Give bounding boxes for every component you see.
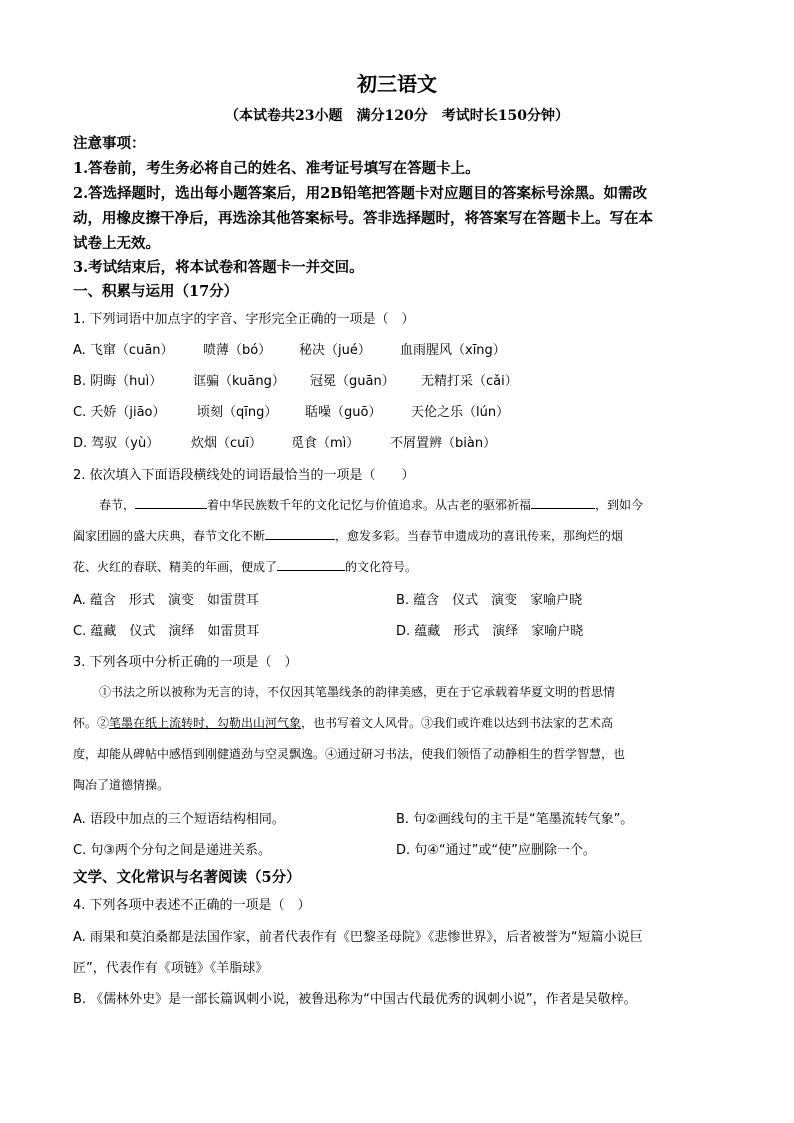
option-c-item-4: 天伦之乐（lún） [411, 405, 510, 420]
option-d-item-4: 不屑置辨（biàn） [390, 436, 497, 451]
question-4-option-a-line-2: 匠”，代表作有《项链》《羊脂球》 [73, 961, 269, 976]
passage-2-text-e: ，愈发多彩。当春节申遗成功的喜讯传来，那绚烂的烟 [335, 529, 624, 543]
option-c-item-2: 顷刻（qīng） [197, 405, 278, 420]
question-2-stem: 2. 依次填入下面语段横线处的词语最恰当的一项是（ ） [73, 468, 415, 483]
passage-3-text-2b: ，也书写着文人风骨。③我们或许难以达到书法家的艺术高 [301, 716, 614, 730]
section-1-heading: 一、积累与运用（17分） [73, 283, 239, 300]
option-b-item-2: 诓骗（kuāng） [193, 374, 285, 389]
option-d-item-2: 炊烟（cuī） [191, 436, 262, 451]
passage-3-text-1: ①书法之所以被称为无言的诗，不仅因其笔墨线条的韵律美感，更在于它承载着华夏文明的哲思情 [99, 685, 616, 699]
question-3-option-d: D. 句④“通过”或“使”应删除一个。 [396, 843, 596, 858]
option-a-item-2: 喷薄（bó） [203, 343, 272, 358]
question-2-option-d: D. 蕴藏 形式 演绎 家喻户晓 [396, 624, 584, 639]
blank-3 [265, 527, 335, 540]
passage-3-line-3: 度，却能从碑帖中感悟到刚健遒劲与空灵飘逸。④通过研习书法，使我们领悟了动静相生的哲学智慧，也 [73, 747, 626, 761]
passage-2-text-d: 阖家团圆的盛大庆典，春节文化不断 [73, 529, 266, 543]
question-4-stem: 4. 下列各项中表述不正确的一项是（ ） [73, 898, 311, 913]
passage-2-text-a: 春节， [99, 498, 136, 512]
option-b-item-1: B. 阴晦（huì） [73, 374, 163, 389]
option-a-item-4: 血雨腥风（xīng） [400, 343, 506, 358]
page-title: 初三语文 [357, 72, 437, 96]
passage-2-text-f: 花、火红的春联、精美的年画，便成了 [73, 560, 278, 574]
note-1: 1.答卷前，考生务必将自己的姓名、准考证号填写在答题卡上。 [73, 160, 480, 177]
note-2-line-1: 2.答选择题时，选出每小题答案后，用2B铅笔把答题卡对应题目的答案标号涂黑。如需改 [73, 185, 647, 202]
blank-2 [531, 496, 595, 509]
option-c-item-1: C. 夭娇（jiāo） [73, 405, 166, 420]
question-3-option-a: A. 语段中加点的三个短语结构相同。 [73, 812, 285, 827]
question-2-option-a: A. 蕴含 形式 演变 如雷贯耳 [73, 593, 259, 608]
option-d-item-3: 觅食（mì） [291, 436, 360, 451]
section-2-heading: 文学、文化常识与名著阅读（5分） [73, 869, 301, 886]
passage-2-line-2 [73, 527, 723, 544]
passage-2-line-3 [73, 558, 723, 575]
option-d-item-1: D. 驾驭（yù） [73, 436, 160, 451]
option-b-item-4: 无精打采（cǎi） [421, 374, 518, 389]
underlined-sentence: 笔墨在纸上流转时，勾勒出山河气象 [109, 716, 302, 730]
question-4-option-a-line-1: A. 雨果和莫泊桑都是法国作家，前者代表作有《巴黎圣母院》《悲惨世界》，后者被誉为“短篇小说巨 [73, 930, 643, 945]
passage-3-line-4: 陶冶了道德情操。 [73, 778, 170, 792]
option-a-item-3: 秘决（jué） [299, 343, 371, 358]
passage-3-line-2 [73, 714, 723, 731]
option-b-item-3: 冠冕（guān） [310, 374, 395, 389]
passage-2-line-1 [73, 496, 723, 513]
question-2-option-c: C. 蕴藏 仪式 演绎 如雷贯耳 [73, 624, 260, 639]
question-4-option-b: B. 《儒林外史》是一部长篇讽刺小说，被鲁迅称为“中国古代最优秀的讽刺小说”，作者是吴敬梓。 [73, 992, 637, 1007]
note-2-line-3: 试卷上无效。 [73, 235, 160, 252]
passage-2-text-b: 着中华民族数千年的文化记忆与价值追求。从古老的驱邪祈福 [207, 498, 532, 512]
question-1-stem: 1. 下列词语中加点字的字音、字形完全正确的一项是（ ） [73, 312, 415, 327]
passage-2-text-c: ，到如今 [595, 498, 644, 512]
notes-heading: 注意事项： [73, 135, 146, 152]
question-2-option-b: B. 蕴含 仪式 演变 家喻户晓 [396, 593, 583, 608]
passage-2-text-g: 的文化符号。 [345, 560, 418, 574]
blank-1 [135, 496, 207, 509]
passage-3-text-2a: 怀。② [73, 716, 110, 730]
passage-3-line-1 [73, 683, 723, 700]
option-c-item-3: 聒噪（guō） [305, 405, 382, 420]
note-3: 3.考试结束后，将本试卷和答题卡一并交回。 [73, 259, 364, 276]
question-3-stem: 3. 下列各项中分析正确的一项是（ ） [73, 655, 298, 670]
question-3-option-c: C. 句③两个分句之间是递进关系。 [73, 843, 271, 858]
blank-4 [277, 558, 345, 571]
exam-subtitle: （本试卷共23小题 满分120分 考试时长150分钟） [225, 108, 569, 124]
note-2-line-2: 动，用橡皮擦干净后，再选涂其他答案标号。答非选择题时，将答案写在答题卡上。写在本 [73, 210, 653, 227]
question-3-option-b: B. 句②画线句的主干是“笔墨流转气象”。 [396, 812, 634, 827]
option-a-item-1: A. 飞窜（cuān） [73, 343, 174, 358]
